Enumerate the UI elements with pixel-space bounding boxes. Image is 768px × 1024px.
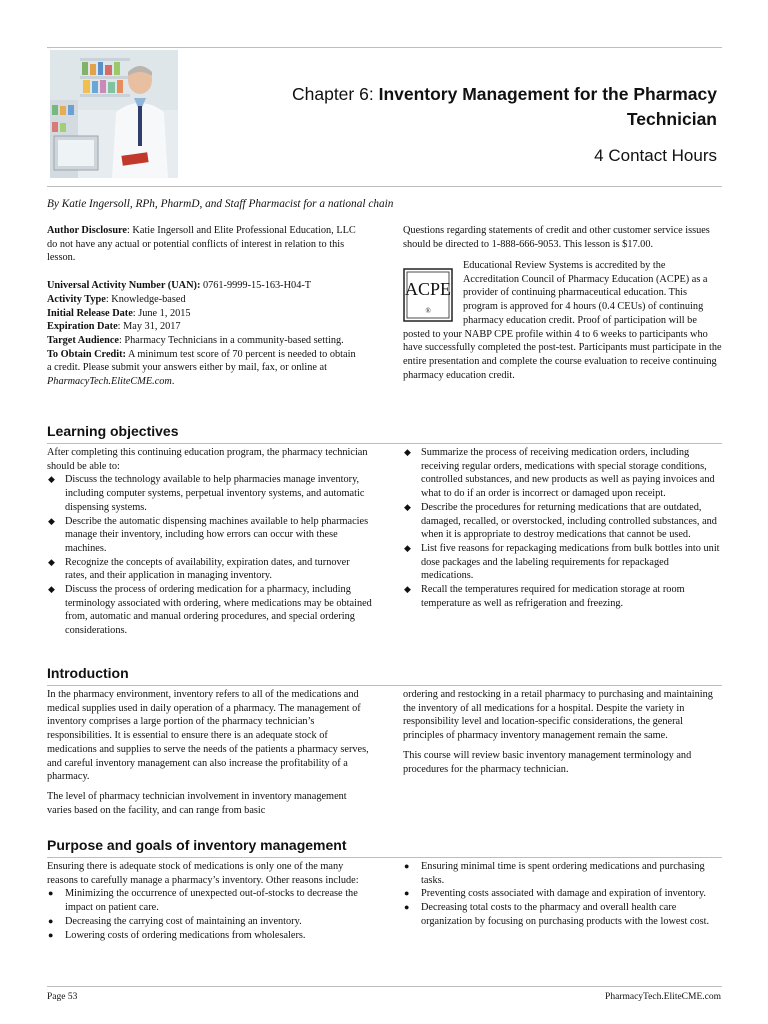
- introduction-rule: [47, 685, 722, 686]
- bullet-icon: ●: [404, 861, 410, 871]
- header-rule: [47, 186, 722, 187]
- bullet-icon: ◆: [404, 501, 411, 512]
- bullet-icon: ◆: [404, 447, 411, 457]
- introduction-paragraph-4: This course will review basic inventory management terminology and procedures for the pharmacy technician.: [403, 749, 692, 775]
- learning-objective-item: ◆ Recognize the concepts of availability, expiration dates, and turnover rates, and their application in managing inventory.: [48, 556, 350, 582]
- introduction-right: [403, 688, 723, 782]
- bullet-icon: ◆: [404, 584, 411, 595]
- learning-objective-item: ◆ List five reasons for repackaging medications from bulk bottles into unit dose packages and the labeling requirements for repackaged medications.: [404, 542, 720, 582]
- accreditation-text: Educational Review Systems is accredited by the Accreditation Council of Pharmacy Education (ACPE) as a provider of continuing pharmaceutical education. This program is approved for 4 hours (0.4 CEUs) of continuing pharmacy education credit. Proof of participation will be posted to your NABP CPE profile within 4 to 6 weeks to participants who have successfully completed the post-test. Participants must participate in the entire presentation and complete the course evaluation to receive continuing pharmacy education credit.: [403, 260, 722, 381]
- bullet-icon: ◆: [48, 584, 55, 595]
- learning-objective-item: ◆ Discuss the technology available to help pharmacies manage inventory, including computer systems, perpetual inventory systems, and automatic dispensing systems.: [48, 474, 365, 513]
- bullet-icon: ●: [48, 888, 54, 899]
- purpose-goal-item: ● Minimizing the occurrence of unexpected out-of-stocks to decrease the impact on patient care.: [48, 888, 358, 914]
- course-info: [47, 224, 357, 389]
- learning-objectives-heading: Learning objectives: [47, 423, 179, 439]
- learning-objective-item: ◆ Describe the procedures for returning medications that are outdated, damaged, recalled, or overstocked, including controlled substances, and when it is appropriate to destroy medications that cannot be used.: [404, 501, 717, 541]
- purpose-goal-item: ● Lowering costs of ordering medications from wholesalers.: [48, 929, 306, 941]
- page-number: Page 53: [47, 992, 78, 1002]
- svg-text:®: ®: [425, 307, 431, 315]
- bullet-icon: ◆: [48, 515, 55, 526]
- learning-objective-item: ◆ Describe the automatic dispensing machines available to help pharmacies manage their inventory, including how errors can occur with these machines.: [48, 515, 369, 554]
- questions-text: Questions regarding statements of credit and other customer service issues should be directed to 1-888-666-9053. This lesson is $17.00.: [403, 225, 710, 250]
- introduction-heading: Introduction: [47, 665, 129, 681]
- footer-website: PharmacyTech.EliteCME.com: [605, 992, 721, 1002]
- release-date: Initial Release Date: June 1, 2015: [47, 307, 191, 319]
- purpose-goal-item: ● Decreasing total costs to the pharmacy and overall health care organization by focusing on purchasing products with the lowest cost.: [404, 902, 710, 927]
- purpose-left: [47, 860, 372, 942]
- bullet-icon: ●: [404, 902, 410, 913]
- learning-objectives-right: [403, 446, 723, 610]
- purpose-goal-item: ● Preventing costs associated with damage and expiration of inventory.: [404, 888, 706, 900]
- chapter-title-line2: Technician: [626, 109, 717, 129]
- bullet-icon: ●: [404, 888, 410, 899]
- obtain-credit: To Obtain Credit: A minimum test score of 70 percent is needed to obtain a credit. Please submit your answers either by mail, fax, or online at PharmacyTech.EliteCME.com.: [47, 348, 356, 388]
- bullet-icon: ◆: [404, 542, 411, 553]
- purpose-rule: [47, 857, 722, 858]
- purpose-goal-item: ● Ensuring minimal time is spent ordering medications and purchasing tasks.: [404, 861, 705, 886]
- footer-rule: [47, 986, 722, 987]
- target-audience: Target Audience: Pharmacy Technicians in a community-based setting.: [47, 334, 344, 346]
- bullet-icon: ◆: [48, 556, 55, 567]
- uan: Universal Activity Number (UAN): 0761-9999-15-163-H04-T: [47, 280, 312, 292]
- chapter-title-line1: Inventory Management for the Pharmacy: [378, 84, 717, 104]
- learning-objectives-left: [47, 446, 372, 638]
- expiration-date: Expiration Date: May 31, 2017: [47, 321, 181, 333]
- introduction-paragraph-2: The level of pharmacy technician involvement in inventory management varies based on the facility, and can range from basic: [47, 790, 347, 816]
- learning-objective-item: ◆ Recall the temperatures required for medication storage at room temperature as well as refrigeration and freezing.: [404, 584, 685, 609]
- contact-hours: 4 Contact Hours: [594, 146, 717, 165]
- introduction-paragraph-1: In the pharmacy environment, inventory refers to all of the medications and medical supplies used in daily operation of a pharmacy. The management of inventory comprises a large portion of the pharmacy technician’s responsibilities. It is essential to ensure there is an adequate stock of medications and supplies to serve the needs of the patients a pharmacy serves, and careful inventory management can also increase the profitability of a pharmacy.: [47, 689, 369, 783]
- bullet-icon: ●: [48, 929, 54, 940]
- author-disclosure: Author Disclosure: Katie Ingersoll and Elite Professional Education, LLC do not have any actual or potential conflicts of interest in relation to this lesson.: [47, 225, 356, 264]
- introduction-left: [47, 688, 372, 823]
- learning-objective-item: ◆ Summarize the process of receiving medication orders, including receiving regular orders, medications with special storage conditions, controlled substances, and new products as well as paying invoices and what to do if an order is incorrect or damaged upon receipt.: [404, 447, 715, 500]
- learning-rule: [47, 443, 722, 444]
- bullet-icon: ●: [48, 915, 54, 926]
- activity-type: Activity Type: Knowledge-based: [47, 293, 186, 305]
- chapter-title: [200, 82, 717, 132]
- learning-objective-item: ◆ Discuss the process of ordering medication for a pharmacy, including terminology associated with ordering, where medications may be obtained from, automatic and manual ordering procedures, and special ordering considerations.: [48, 584, 372, 637]
- byline: By Katie Ingersoll, RPh, PharmD, and Staff Pharmacist for a national chain: [47, 198, 394, 210]
- learning-intro: After completing this continuing education program, the pharmacy technician should be able to:: [47, 447, 368, 472]
- chapter-prefix: Chapter 6:: [291, 84, 374, 104]
- top-rule: [47, 47, 722, 48]
- purpose-right: [403, 860, 723, 929]
- introduction-paragraph-3: ordering and restocking in a retail pharmacy to purchasing and maintaining the inventory of all medications for a hospital. Despite the variety in responsibility level and location-specific considerations, the general principles of pharmacy inventory management remain the same.: [403, 689, 713, 742]
- bullet-icon: ◆: [48, 474, 55, 485]
- purpose-goal-item: ● Decreasing the carrying cost of maintaining an inventory.: [48, 915, 302, 927]
- acpe-logo-text: ACPE: [404, 279, 452, 299]
- purpose-heading: Purpose and goals of inventory management: [47, 837, 347, 853]
- pharmacist-photo: [50, 50, 178, 178]
- credit-website-link[interactable]: PharmacyTech.EliteCME.com: [47, 376, 172, 388]
- purpose-intro: Ensuring there is adequate stock of medications is only one of the many reasons to carefully manage a pharmacy’s inventory. Other reasons include:: [47, 861, 359, 886]
